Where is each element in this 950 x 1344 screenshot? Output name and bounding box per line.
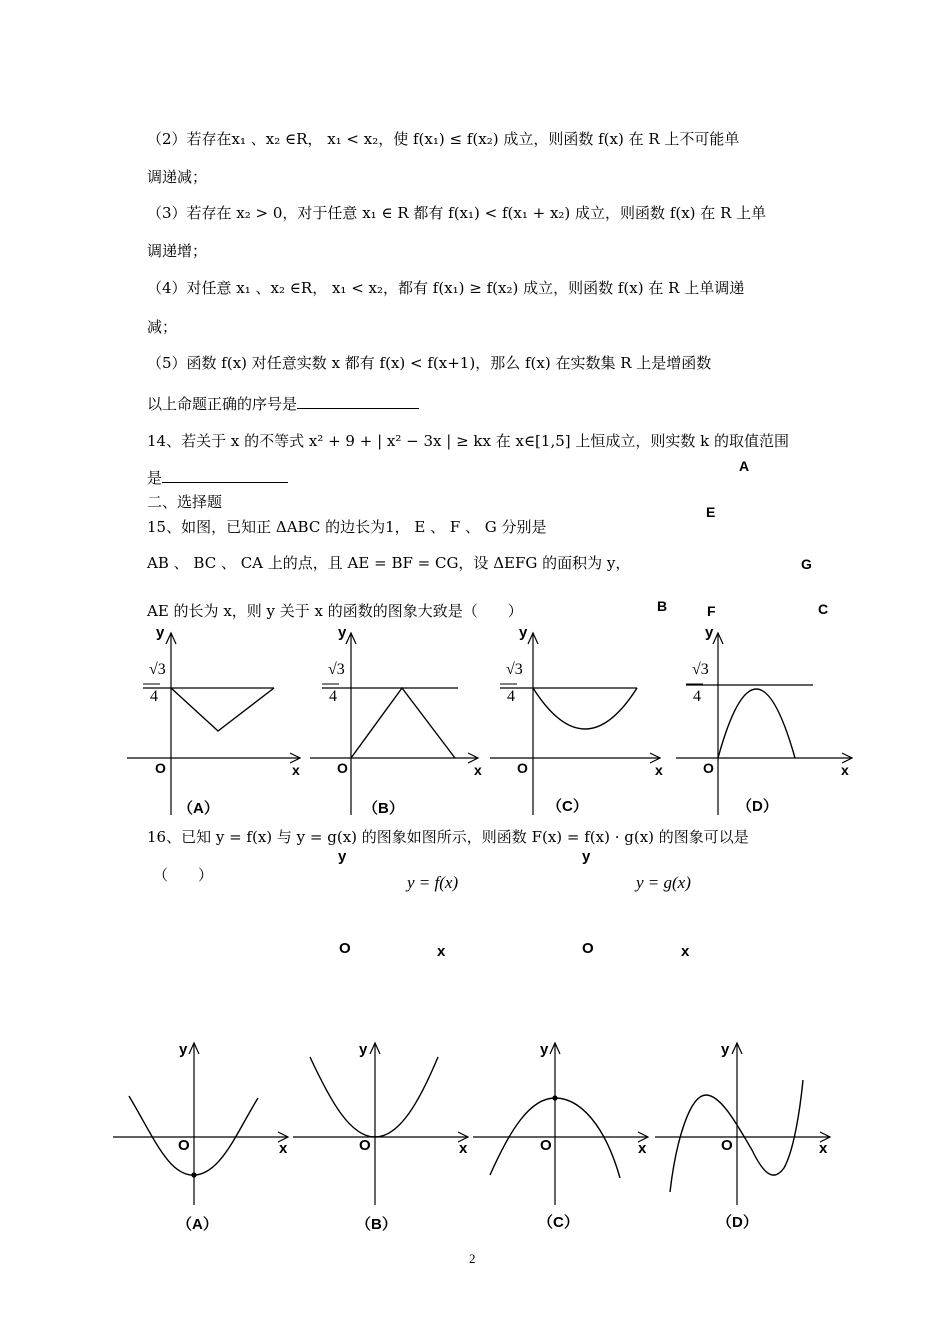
q16d-x-label: x <box>819 1140 828 1157</box>
q15b-x-label: x <box>474 762 482 778</box>
prop-5-line: （5）函数 f(x) 对任意实数 x 都有 f(x) < f(x+1)，那么 f(x) 在实数集 R 上是增函数 <box>147 354 712 372</box>
prop-4-line-2: 减； <box>147 318 178 336</box>
question-15-line-2: AB 、 BC 、 CA 上的点，且 AE = BF = CG，设 ΔEFG 的面积为 y， <box>147 554 631 572</box>
q15-caption-b[interactable]: （B） <box>363 800 404 817</box>
q15b-sqrt3: √3 <box>328 661 345 678</box>
q16d-y-label: y <box>721 1041 730 1058</box>
q16-f-y-label: y <box>338 848 347 865</box>
q16c-y-label: y <box>540 1041 549 1058</box>
q16b-y-label: y <box>359 1041 368 1058</box>
section-heading: 二、选择题 <box>147 493 223 511</box>
triangle-label-a: A <box>739 458 750 474</box>
q16b-x-label: x <box>459 1140 468 1157</box>
q15a-sqrt3: √3 <box>149 661 166 678</box>
q15a-four: 4 <box>150 688 158 705</box>
q16c-x-label: x <box>638 1140 647 1157</box>
q15a-y-label: y <box>156 624 165 641</box>
prop-2-line-2: 调递减； <box>147 168 208 186</box>
q15d-origin: O <box>703 760 714 776</box>
q15c-origin: O <box>517 760 528 776</box>
q16-f-label: y = f(x) <box>407 873 459 892</box>
q15a-x-label: x <box>292 762 300 778</box>
q16-g-x-label: x <box>681 943 690 960</box>
triangle-label-b: B <box>657 598 668 614</box>
q16-caption-d[interactable]: （D） <box>717 1214 758 1231</box>
q15-caption-a[interactable]: （A） <box>178 800 219 817</box>
question-16-line-1: 16、已知 y = f(x) 与 y = g(x) 的图象如图所示，则函数 F(x) = f(x) · g(x) 的图象可以是 <box>147 828 749 846</box>
q15d-sqrt3: √3 <box>692 661 709 678</box>
q15-caption-c[interactable]: （C） <box>547 798 588 815</box>
q15b-y-label: y <box>338 624 347 641</box>
question-14-line-1: 14、若关于 x 的不等式 x² + 9 + | x² − 3x | ≥ kx 在 x∈[1,5] 上恒成立，则实数 k 的取值范围 <box>147 432 790 450</box>
question-16-line-2: （ ） <box>153 866 214 884</box>
q15c-four: 4 <box>507 688 515 705</box>
answer-prompt <box>147 392 419 415</box>
q15b-origin: O <box>337 760 348 776</box>
prop-4-line-1: （4）对任意 x₁ 、x₂ ∈R， x₁ < x₂，都有 f(x₁) ≥ f(x₂) 成立，则函数 f(x) 在 R 上单调递 <box>147 279 745 297</box>
q16-g-y-label: y <box>582 848 591 865</box>
q16b-origin: O <box>359 1137 371 1154</box>
prop-3-line-1: （3）若存在 x₂ > 0，对于任意 x₁ ∈ R 都有 f(x₁) < f(x₁ + x₂) 成立，则函数 f(x) 在 R 上单 <box>147 204 767 222</box>
q16d-origin: O <box>721 1137 733 1154</box>
q16-f-origin: O <box>339 940 351 957</box>
triangle-label-e: E <box>706 504 716 520</box>
q16-g-origin: O <box>582 940 594 957</box>
question-15-line-1: 15、如图，已知正 ΔABC 的边长为1， E 、 F 、 G 分别是 <box>147 518 547 536</box>
q15a-origin: O <box>155 760 166 776</box>
q16-caption-b[interactable]: （B） <box>356 1216 397 1233</box>
q15c-x-label: x <box>655 762 663 778</box>
q15d-four: 4 <box>693 688 701 705</box>
prop-3-line-2: 调递增； <box>147 242 208 260</box>
prop-2-line-1: （2）若存在x₁ 、x₂ ∈R， x₁ < x₂，使 f(x₁) ≤ f(x₂) 成立，则函数 f(x) 在 R 上不可能单 <box>147 130 740 148</box>
triangle-label-c: C <box>818 601 829 617</box>
triangle-label-g: G <box>801 556 812 572</box>
q15d-y-label: y <box>705 624 714 641</box>
q15b-four: 4 <box>329 688 337 705</box>
question-14-blank[interactable] <box>162 466 288 483</box>
q16c-origin: O <box>540 1137 552 1154</box>
q16-caption-c[interactable]: （C） <box>538 1214 579 1231</box>
q16-g-label: y = g(x) <box>636 873 691 892</box>
question-14-line-2 <box>147 466 288 489</box>
q16-f-x-label: x <box>437 943 446 960</box>
q15c-sqrt3: √3 <box>506 661 523 678</box>
question-14-prefix: 是 <box>147 469 163 487</box>
q16a-x-label: x <box>279 1140 288 1157</box>
q16a-origin: O <box>178 1137 190 1154</box>
q16-caption-a[interactable]: （A） <box>177 1216 218 1233</box>
page-number: 2 <box>469 1251 476 1266</box>
answer-prompt-text: 以上命题正确的序号是 <box>147 395 298 413</box>
q15-caption-d[interactable]: （D） <box>737 798 778 815</box>
q15d-x-label: x <box>841 762 849 778</box>
q16a-y-label: y <box>179 1041 188 1058</box>
question-15-line-3: AE 的长为 x，则 y 关于 x 的函数的图象大致是（ ） <box>147 602 523 620</box>
triangle-label-f: F <box>707 603 716 619</box>
q15c-y-label: y <box>519 624 528 641</box>
answer-blank[interactable] <box>297 392 419 409</box>
